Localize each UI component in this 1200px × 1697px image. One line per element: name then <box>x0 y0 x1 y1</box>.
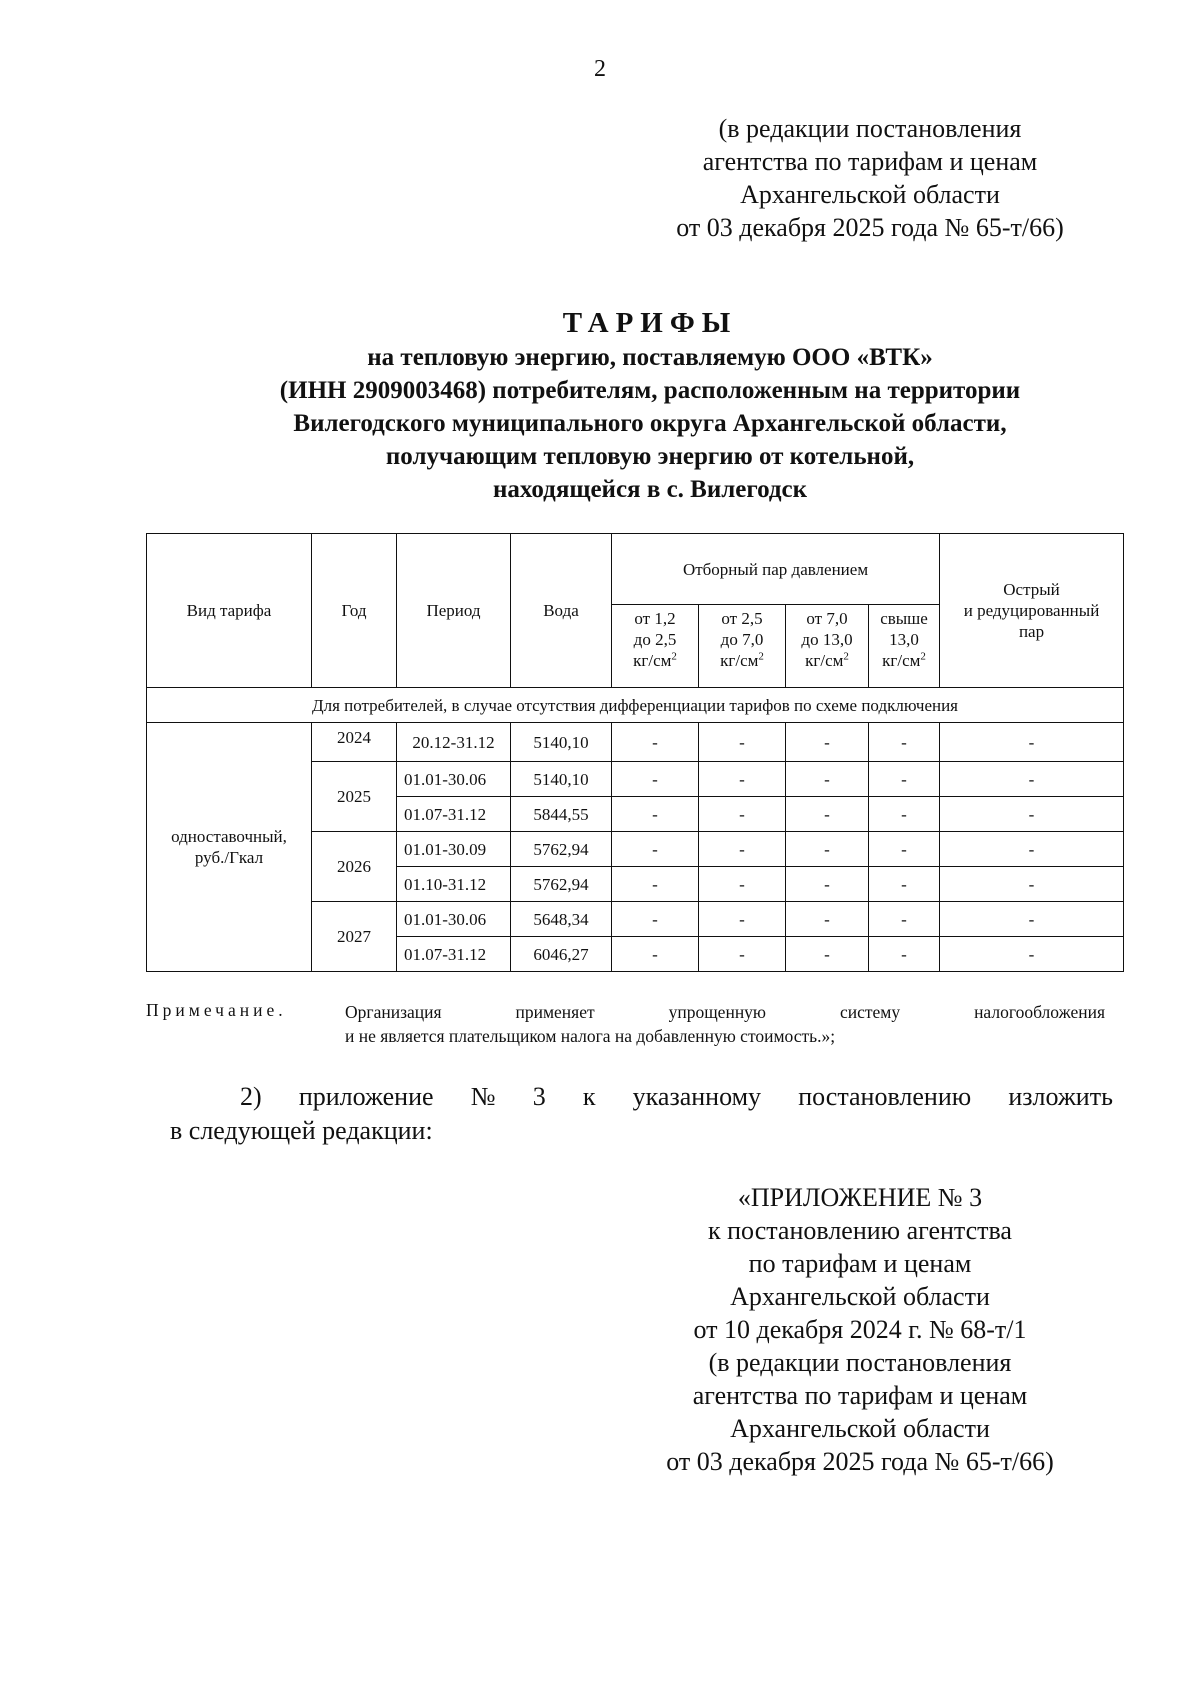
water-cell: 5648,34 <box>511 902 612 937</box>
paragraph-word: 2) <box>240 1082 262 1111</box>
dash-cell: - <box>612 832 699 867</box>
tariffs-table <box>146 533 1124 972</box>
paragraph-word: постановлению <box>798 1082 972 1111</box>
dash-cell: - <box>786 762 869 797</box>
water-cell: 5844,55 <box>511 797 612 832</box>
paragraph-word: 3 <box>532 1082 546 1111</box>
header-year: Год <box>312 534 397 688</box>
dash-cell: - <box>869 902 940 937</box>
period-cell: 01.07-31.12 <box>397 797 511 832</box>
period-cell: 01.01-30.06 <box>397 762 511 797</box>
water-cell: 5762,94 <box>511 867 612 902</box>
water-cell: 5140,10 <box>511 723 612 762</box>
dash-cell: - <box>612 762 699 797</box>
unit-text: кг/см <box>633 651 672 670</box>
appendix-line: по тарифам и ценам <box>748 1249 972 1278</box>
header-steam-col <box>786 605 869 688</box>
period-cell: 20.12-31.12 <box>397 723 511 762</box>
title-line: находящейся в с. Вилегодск <box>492 476 808 503</box>
dash-cell: - <box>786 723 869 762</box>
dash-cell: - <box>869 867 940 902</box>
paragraph-word: приложение <box>298 1082 434 1111</box>
dash-cell: - <box>612 723 699 762</box>
steam-col-line: свыше <box>880 609 928 628</box>
note-label: Примечание. <box>146 1000 287 1020</box>
edition-note-line: агентства по тарифам и ценам <box>702 147 1038 176</box>
unit-superscript: 2 <box>671 650 677 663</box>
tariff-type-line: одноставочный, <box>171 827 287 846</box>
tariff-type-line: руб./Гкал <box>194 848 264 867</box>
dash-cell: - <box>699 723 786 762</box>
dash-cell: - <box>940 902 1124 937</box>
document-title <box>150 305 1150 506</box>
table-row <box>147 723 1124 762</box>
header-period: Период <box>397 534 511 688</box>
dash-cell: - <box>612 902 699 937</box>
note-text <box>345 1000 1105 1048</box>
dash-cell: - <box>940 762 1124 797</box>
edition-note <box>620 112 1120 244</box>
period-cell: 01.01-30.09 <box>397 832 511 867</box>
note-word: упрощенную <box>668 1002 767 1022</box>
dash-cell: - <box>699 797 786 832</box>
steam-col-line: до 2,5 <box>633 630 677 649</box>
header-water: Вода <box>511 534 612 688</box>
unit-superscript: 2 <box>920 650 926 663</box>
appendix-header <box>610 1181 1110 1478</box>
appendix-line: Архангельской области <box>730 1414 990 1443</box>
unit-text: кг/см <box>805 651 844 670</box>
edition-note-line: Архангельской области <box>740 180 1000 209</box>
note-word: налогообложения <box>974 1002 1105 1022</box>
appendix-line: агентства по тарифам и ценам <box>692 1381 1028 1410</box>
paragraph-line-1 <box>170 1080 1113 1114</box>
year-cell: 2027 <box>312 902 397 972</box>
dash-cell: - <box>940 797 1124 832</box>
dash-cell: - <box>940 937 1124 972</box>
unit-text: кг/см <box>720 651 759 670</box>
paragraph-word: указанному <box>632 1082 762 1111</box>
dash-cell: - <box>786 902 869 937</box>
note-word: Организация <box>345 1002 442 1022</box>
steam-col-line: от 7,0 <box>806 609 848 628</box>
header-sharp-steam <box>940 534 1124 688</box>
title-line: Вилегодского муниципального округа Архангельской области, <box>293 410 1007 437</box>
steam-col-unit <box>614 650 696 671</box>
dash-cell: - <box>699 762 786 797</box>
title-line: (ИНН 2909003468) потребителям, расположенным на территории <box>279 377 1021 404</box>
appendix-line: «ПРИЛОЖЕНИЕ № 3 <box>737 1183 983 1212</box>
paragraph-word: изложить <box>1008 1082 1113 1111</box>
dash-cell: - <box>869 762 940 797</box>
dash-cell: - <box>869 723 940 762</box>
header-steam-group: Отборный пар давлением <box>612 534 940 605</box>
steam-col-line: до 13,0 <box>801 630 853 649</box>
appendix-line: от 03 декабря 2025 года № 65-т/66) <box>666 1447 1054 1476</box>
steam-col-line: до 7,0 <box>720 630 764 649</box>
water-cell: 5140,10 <box>511 762 612 797</box>
dash-cell: - <box>612 937 699 972</box>
steam-col-unit <box>788 650 866 671</box>
dash-cell: - <box>940 832 1124 867</box>
title-line: на тепловую энергию, поставляемую ООО «ВТК» <box>367 344 933 371</box>
steam-col-line: от 2,5 <box>721 609 763 628</box>
unit-superscript: 2 <box>843 650 849 663</box>
dash-cell: - <box>699 832 786 867</box>
steam-col-line: 13,0 <box>889 630 919 649</box>
header-steam-col <box>869 605 940 688</box>
appendix-line: (в редакции постановления <box>708 1348 1012 1377</box>
dash-cell: - <box>869 832 940 867</box>
edition-note-line: от 03 декабря 2025 года № 65-т/66) <box>676 213 1064 242</box>
water-cell: 5762,94 <box>511 832 612 867</box>
steam-col-line: от 1,2 <box>634 609 676 628</box>
amendment-paragraph <box>170 1080 1113 1148</box>
dash-cell: - <box>786 937 869 972</box>
dash-cell: - <box>786 832 869 867</box>
dash-cell: - <box>940 723 1124 762</box>
dash-cell: - <box>699 937 786 972</box>
edition-note-line: (в редакции постановления <box>718 114 1022 143</box>
consumer-group-row: Для потребителей, в случае отсутствия дифференциации тарифов по схеме подключения <box>147 688 1124 723</box>
year-cell: 2024 <box>312 723 397 762</box>
header-sharp-line: Острый <box>1003 580 1060 599</box>
year-cell: 2026 <box>312 832 397 902</box>
title-heading: ТАРИФЫ <box>562 307 738 339</box>
steam-col-unit <box>701 650 783 671</box>
dash-cell: - <box>612 797 699 832</box>
dash-cell: - <box>869 797 940 832</box>
unit-superscript: 2 <box>758 650 764 663</box>
period-cell: 01.07-31.12 <box>397 937 511 972</box>
tariff-type-cell <box>147 723 312 972</box>
note-word: применяет <box>515 1002 595 1022</box>
dash-cell: - <box>869 937 940 972</box>
paragraph-word: № <box>470 1082 496 1111</box>
steam-col-unit <box>871 650 937 671</box>
water-cell: 6046,27 <box>511 937 612 972</box>
note-line-1 <box>345 1000 1105 1024</box>
dash-cell: - <box>786 867 869 902</box>
header-steam-col <box>699 605 786 688</box>
dash-cell: - <box>699 902 786 937</box>
title-line: получающим тепловую энергию от котельной, <box>385 443 915 470</box>
period-cell: 01.10-31.12 <box>397 867 511 902</box>
header-tariff-type: Вид тарифа <box>147 534 312 688</box>
paragraph-line-2: в следующей редакции: <box>170 1116 433 1145</box>
header-steam-col <box>612 605 699 688</box>
period-cell: 01.01-30.06 <box>397 902 511 937</box>
appendix-line: от 10 декабря 2024 г. № 68-т/1 <box>693 1315 1027 1344</box>
appendix-line: к постановлению агентства <box>708 1216 1012 1245</box>
page-number: 2 <box>594 56 606 82</box>
header-sharp-line: пар <box>1018 622 1045 641</box>
dash-cell: - <box>612 867 699 902</box>
note-word: систему <box>839 1002 901 1022</box>
dash-cell: - <box>940 867 1124 902</box>
unit-text: кг/см <box>882 651 921 670</box>
appendix-line: Архангельской области <box>730 1282 990 1311</box>
header-sharp-line: и редуцированный <box>963 601 1100 620</box>
dash-cell: - <box>786 797 869 832</box>
dash-cell: - <box>699 867 786 902</box>
year-cell: 2025 <box>312 762 397 832</box>
paragraph-word: к <box>582 1082 596 1111</box>
note-line-2: и не является плательщиком налога на добавленную стоимость.»; <box>345 1026 836 1046</box>
